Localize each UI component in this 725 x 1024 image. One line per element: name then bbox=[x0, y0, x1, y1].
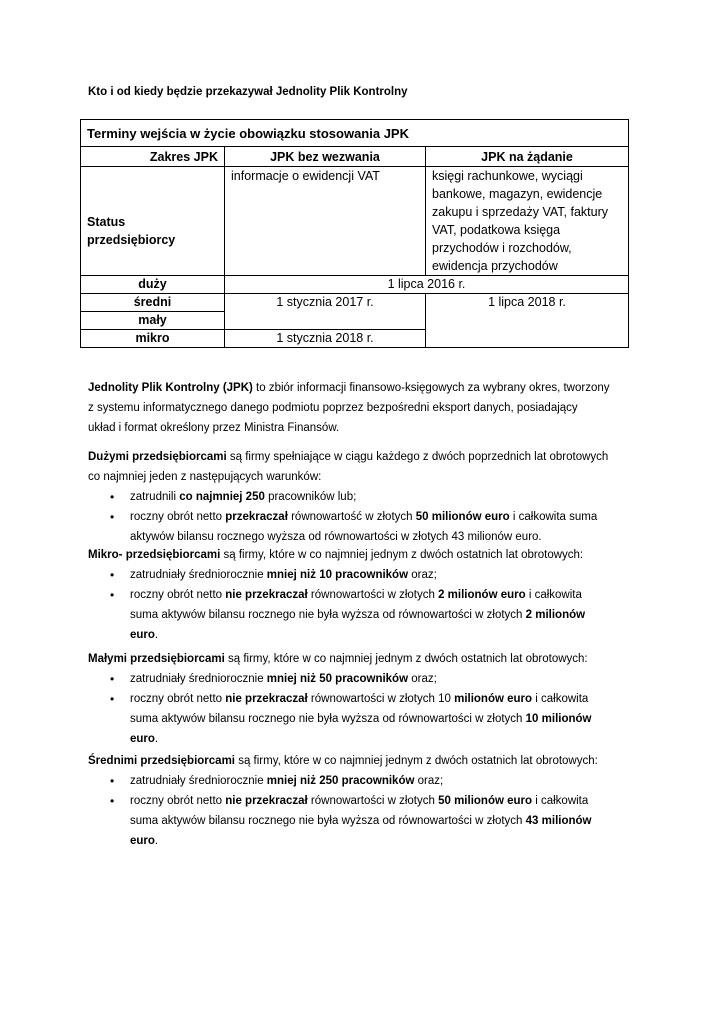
small-bullet-1: • zatrudniały średniorocznie mniej niż 50 pracowników oraz; bbox=[88, 669, 648, 689]
row-label-medium: średni bbox=[81, 294, 225, 312]
small-bullet-2: • roczny obrót netto nie przekraczał równowartości w złotych 10 milionów euro i całkowita suma aktywów bilansu rocznego nie była wyższa od równowartości w złotych 10 milionów euro. bbox=[88, 689, 648, 749]
on-request-line: ewidencja przychodów bbox=[432, 259, 558, 273]
status-label-line1: Status bbox=[87, 215, 126, 229]
medium-bullet-2: • roczny obrót netto nie przekraczał równowartości w złotych 50 milionów euro i całkowita suma aktywów bilansu rocznego nie była wyższa od równowartości w złotych 43 milionów euro. bbox=[88, 791, 648, 851]
micro-title-rest: są firmy, które w co najmniej jednym z dwóch ostatnich lat obrotowych: bbox=[220, 549, 584, 561]
micro-bullet-2: • roczny obrót netto nie przekraczał równowartości w złotych 2 milionów euro i całkowita suma aktywów bilansu rocznego nie była wyższa od równowartości w złotych 2 milionów euro. bbox=[88, 585, 648, 645]
intro-paragraph bbox=[88, 378, 648, 438]
intro-bold: Jednolity Plik Kontrolny (JPK) bbox=[88, 382, 253, 394]
large-title-bold: Dużymi przedsiębiorcami bbox=[88, 451, 227, 463]
section-micro bbox=[88, 545, 648, 645]
table-title: Terminy wejścia w życie obowiązku stosowania JPK bbox=[81, 120, 629, 147]
jpk-deadlines-table bbox=[80, 119, 629, 348]
large-title-line2: co najmniej jeden z następujących warunków: bbox=[88, 471, 322, 483]
document-heading: Kto i od kiedy będzie przekazywał Jednolity Plik Kontrolny bbox=[88, 86, 408, 98]
intro-line1: to zbiór informacji finansowo-księgowych za wybrany okres, tworzony bbox=[252, 382, 610, 394]
status-label-cell bbox=[81, 167, 225, 276]
header-no-request: JPK bez wezwania bbox=[225, 147, 426, 167]
large-bullet-2: • roczny obrót netto przekraczał równowartość w złotych 50 milionów euro i całkowita suma aktywów bilansu rocznego wyższa od równowartości w złotych 43 milionów euro. bbox=[88, 507, 648, 547]
row-label-large: duży bbox=[81, 276, 225, 294]
medium-title-bold: Średnimi przedsiębiorcami bbox=[88, 755, 235, 767]
on-request-line: przychodów i rozchodów, bbox=[432, 241, 572, 255]
medium-small-date: 1 stycznia 2017 r. bbox=[225, 294, 426, 330]
on-request-line: VAT, podatkowa księga bbox=[432, 223, 561, 237]
medium-bullet-1: • zatrudniały średniorocznie mniej niż 250 pracowników oraz; bbox=[88, 771, 648, 791]
header-on-request: JPK na żądanie bbox=[426, 147, 629, 167]
small-title-rest: są firmy, które w co najmniej jednym z dwóch ostatnich lat obrotowych: bbox=[224, 653, 588, 665]
on-request-line: zakupu i sprzedaży VAT, faktury bbox=[432, 205, 609, 219]
section-small bbox=[88, 649, 648, 749]
small-title-bold: Małymi przedsiębiorcami bbox=[88, 653, 225, 665]
intro-line3: układ i format określony przez Ministra Finansów. bbox=[88, 422, 340, 434]
micro-date: 1 stycznia 2018 r. bbox=[225, 330, 426, 348]
micro-bullet-1: • zatrudniały średniorocznie mniej niż 10 pracowników oraz; bbox=[88, 565, 648, 585]
intro-line2: z systemu informatycznego danego podmiotu poprzez bezpośredni eksport danych, posiadający bbox=[88, 402, 578, 414]
large-title-rest: są firmy spełniające w ciągu każdego z dwóch poprzednich lat obrotowych bbox=[226, 451, 609, 463]
row-label-small: mały bbox=[81, 312, 225, 330]
header-scope: Zakres JPK bbox=[81, 147, 225, 167]
large-bullet-1: • zatrudnili co najmniej 250 pracowników lub; bbox=[88, 487, 648, 507]
section-large bbox=[88, 447, 648, 547]
on-request-line: bankowe, magazyn, ewidencje bbox=[432, 187, 603, 201]
on-request-line: księgi rachunkowe, wyciągi bbox=[432, 169, 583, 183]
large-date: 1 lipca 2016 r. bbox=[225, 276, 629, 294]
on-request-description bbox=[426, 167, 629, 276]
section-medium bbox=[88, 751, 648, 851]
on-request-date: 1 lipca 2018 r. bbox=[426, 294, 629, 348]
row-label-micro: mikro bbox=[81, 330, 225, 348]
status-label-line2: przedsiębiorcy bbox=[87, 233, 176, 247]
no-request-description: informacje o ewidencji VAT bbox=[225, 167, 426, 276]
medium-title-rest: są firmy, które w co najmniej jednym z dwóch ostatnich lat obrotowych: bbox=[235, 755, 598, 767]
micro-title-bold: Mikro- przedsiębiorcami bbox=[88, 549, 221, 561]
